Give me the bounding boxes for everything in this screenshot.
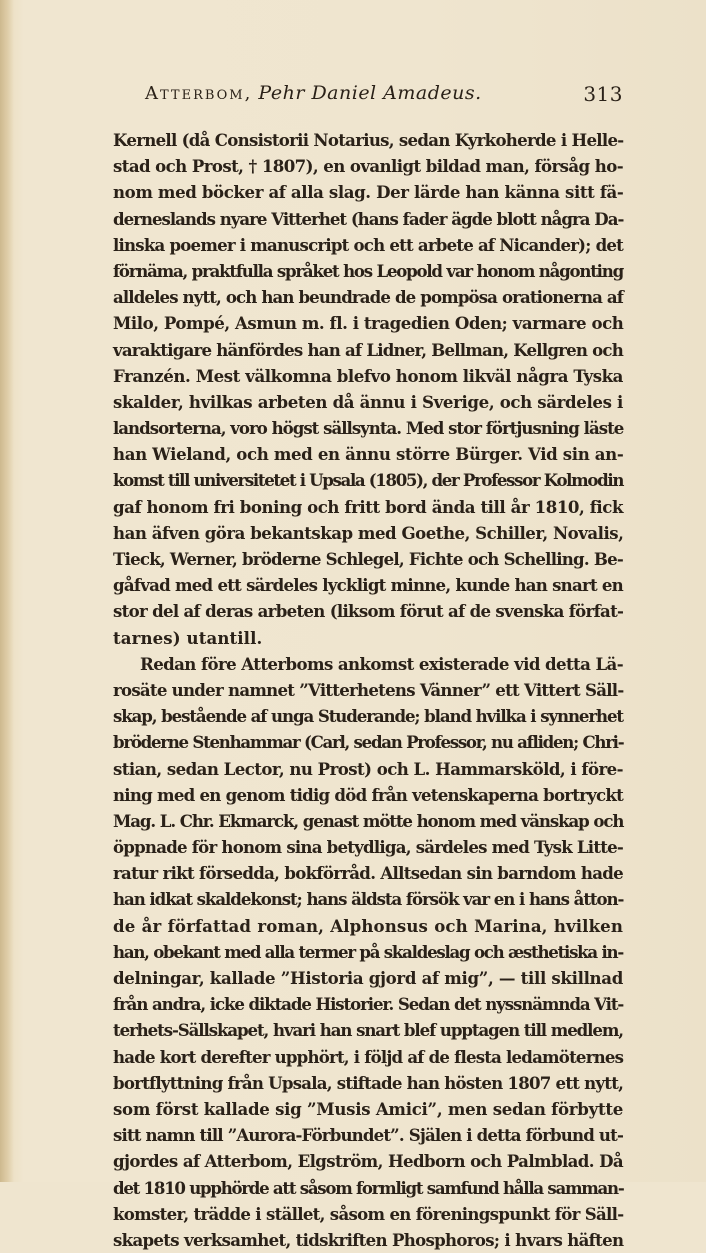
body-text	[113, 127, 623, 1253]
text-line: Mag. L. Chr. Ekmarck, genast mötte honom med vänskap och	[113, 810, 624, 831]
text-line: han idkat skaldekonst; hans äldsta försök var en i hans åtton-	[113, 889, 624, 910]
text-line: Milo, Pompé, Asmun m. fl. i tragedien Oden; varmare och	[113, 313, 624, 334]
text-line: ning med en genom tidig död från vetenskaperna bortryckt	[113, 784, 624, 805]
page-header	[145, 80, 623, 110]
text-line: det 1810 upphörde att såsom formligt samfund hålla samman-	[113, 1177, 624, 1198]
text-line: stian, sedan Lector, nu Prost) och L. Hammarsköld, i före-	[113, 758, 623, 779]
running-head-surname: Atterbom,	[145, 83, 253, 104]
text-line: derneslands nyare Vitterhet (hans fader ägde blott några Da-	[113, 208, 624, 229]
text-line: delningar, kallade ”Historia gjord af mig”, — till skillnad	[113, 968, 623, 988]
text-line: rosäte under namnet ”Vitterhetens Vänner” ett Vittert Säll-	[113, 679, 624, 700]
text-line: sitt namn till ”Aurora-Förbundet”. Själen i detta förbund ut-	[113, 1125, 623, 1146]
text-line: varaktigare hänfördes han af Lidner, Bellman, Kellgren och	[113, 339, 623, 360]
text-line: han äfven göra bekantskap med Goethe, Schiller, Novalis,	[113, 522, 624, 543]
page-binding-edge	[0, 0, 14, 1182]
text-line: Tieck, Werner, bröderne Schlegel, Fichte och Schelling. Be-	[113, 549, 623, 569]
text-line: de år författad roman, Alphonsus och Marina, hvilken	[113, 915, 623, 936]
text-line: som först kallade sig ”Musis Amici”, men sedan förbytte	[113, 1098, 623, 1119]
text-line: gåfvad med ett särdeles lyckligt minne, kunde han snart en	[113, 575, 623, 596]
text-line: ratur rikt försedda, bokförråd. Alltsedan sin barndom hade	[113, 863, 623, 884]
text-line: Franzén. Mest välkomna blefvo honom likväl några Tyska	[113, 365, 623, 386]
text-line: förnäma, praktfulla språket hos Leopold var honom någonting	[113, 260, 623, 281]
page-number: 313	[583, 82, 623, 106]
text-line: hade kort derefter upphört, i följd af de flesta ledamöternes	[113, 1046, 624, 1067]
text-line: skalder, hvilkas arbeten då ännu i Sverige, och särdeles i	[113, 391, 623, 412]
text-line: öppnade för honom sina betydliga, särdeles med Tysk Litte-	[113, 837, 623, 858]
text-line: nom med böcker af alla slag. Der lärde han känna sitt fä-	[113, 182, 624, 203]
text-line: Kernell (då Consistorii Notarius, sedan Kyrkoherde i Helle-	[113, 130, 624, 150]
text-line: skap, bestående af unga Studerande; bland hvilka i synnerhet	[113, 706, 623, 727]
text-line: från andra, icke diktade Historier. Sedan det nyssnämnda Vit-	[113, 994, 624, 1015]
paragraph-start-line: Redan före Atterboms ankomst existerade vid detta Lä-	[140, 653, 623, 674]
text-line: bröderne Stenhammar (Carl, sedan Professor, nu afliden; Chri-	[113, 732, 624, 753]
text-line: gjordes af Atterbom, Elgström, Hedborn och Palmblad. Då	[113, 1151, 624, 1172]
text-line: landsorterna, voro högst sällsynta. Med stor förtjusning läste	[113, 418, 624, 439]
text-line: bortflyttning från Upsala, stiftade han hösten 1807 ett nytt,	[113, 1072, 624, 1093]
text-line: alldeles nytt, och han beundrade de pompösa orationerna af	[113, 287, 624, 308]
paragraph-end-line: tarnes) utantill.	[113, 627, 263, 648]
running-head	[145, 82, 482, 104]
text-line: stor del af deras arbeten (liksom förut af de svenska förfat-	[113, 601, 624, 622]
text-line: gaf honom fri boning och fritt bord ända till år 1810, fick	[113, 496, 623, 517]
text-line: terhets-Sällskapet, hvari han snart blef upptagen till medlem,	[113, 1020, 623, 1041]
text-line: komst till universitetet i Upsala (1805), der Professor Kolmodin	[113, 470, 624, 491]
text-line: stad och Prost, † 1807), en ovanligt bildad man, försåg ho-	[113, 156, 623, 177]
text-line: han, obekant med alla termer på skaldeslag och æsthetiska in-	[113, 941, 623, 962]
text-line: han Wieland, och med en ännu större Bürger. Vid sin an-	[113, 444, 624, 465]
running-head-given-names: Pehr Daniel Amadeus.	[258, 82, 482, 104]
text-line: komster, trädde i stället, såsom en föreningspunkt för Säll-	[113, 1203, 624, 1224]
text-line: linska poemer i manuscript och ett arbete af Nicander); det	[113, 234, 623, 255]
text-line: skapets verksamhet, tidskriften Phosphoros; i hvars häften	[113, 1229, 624, 1250]
